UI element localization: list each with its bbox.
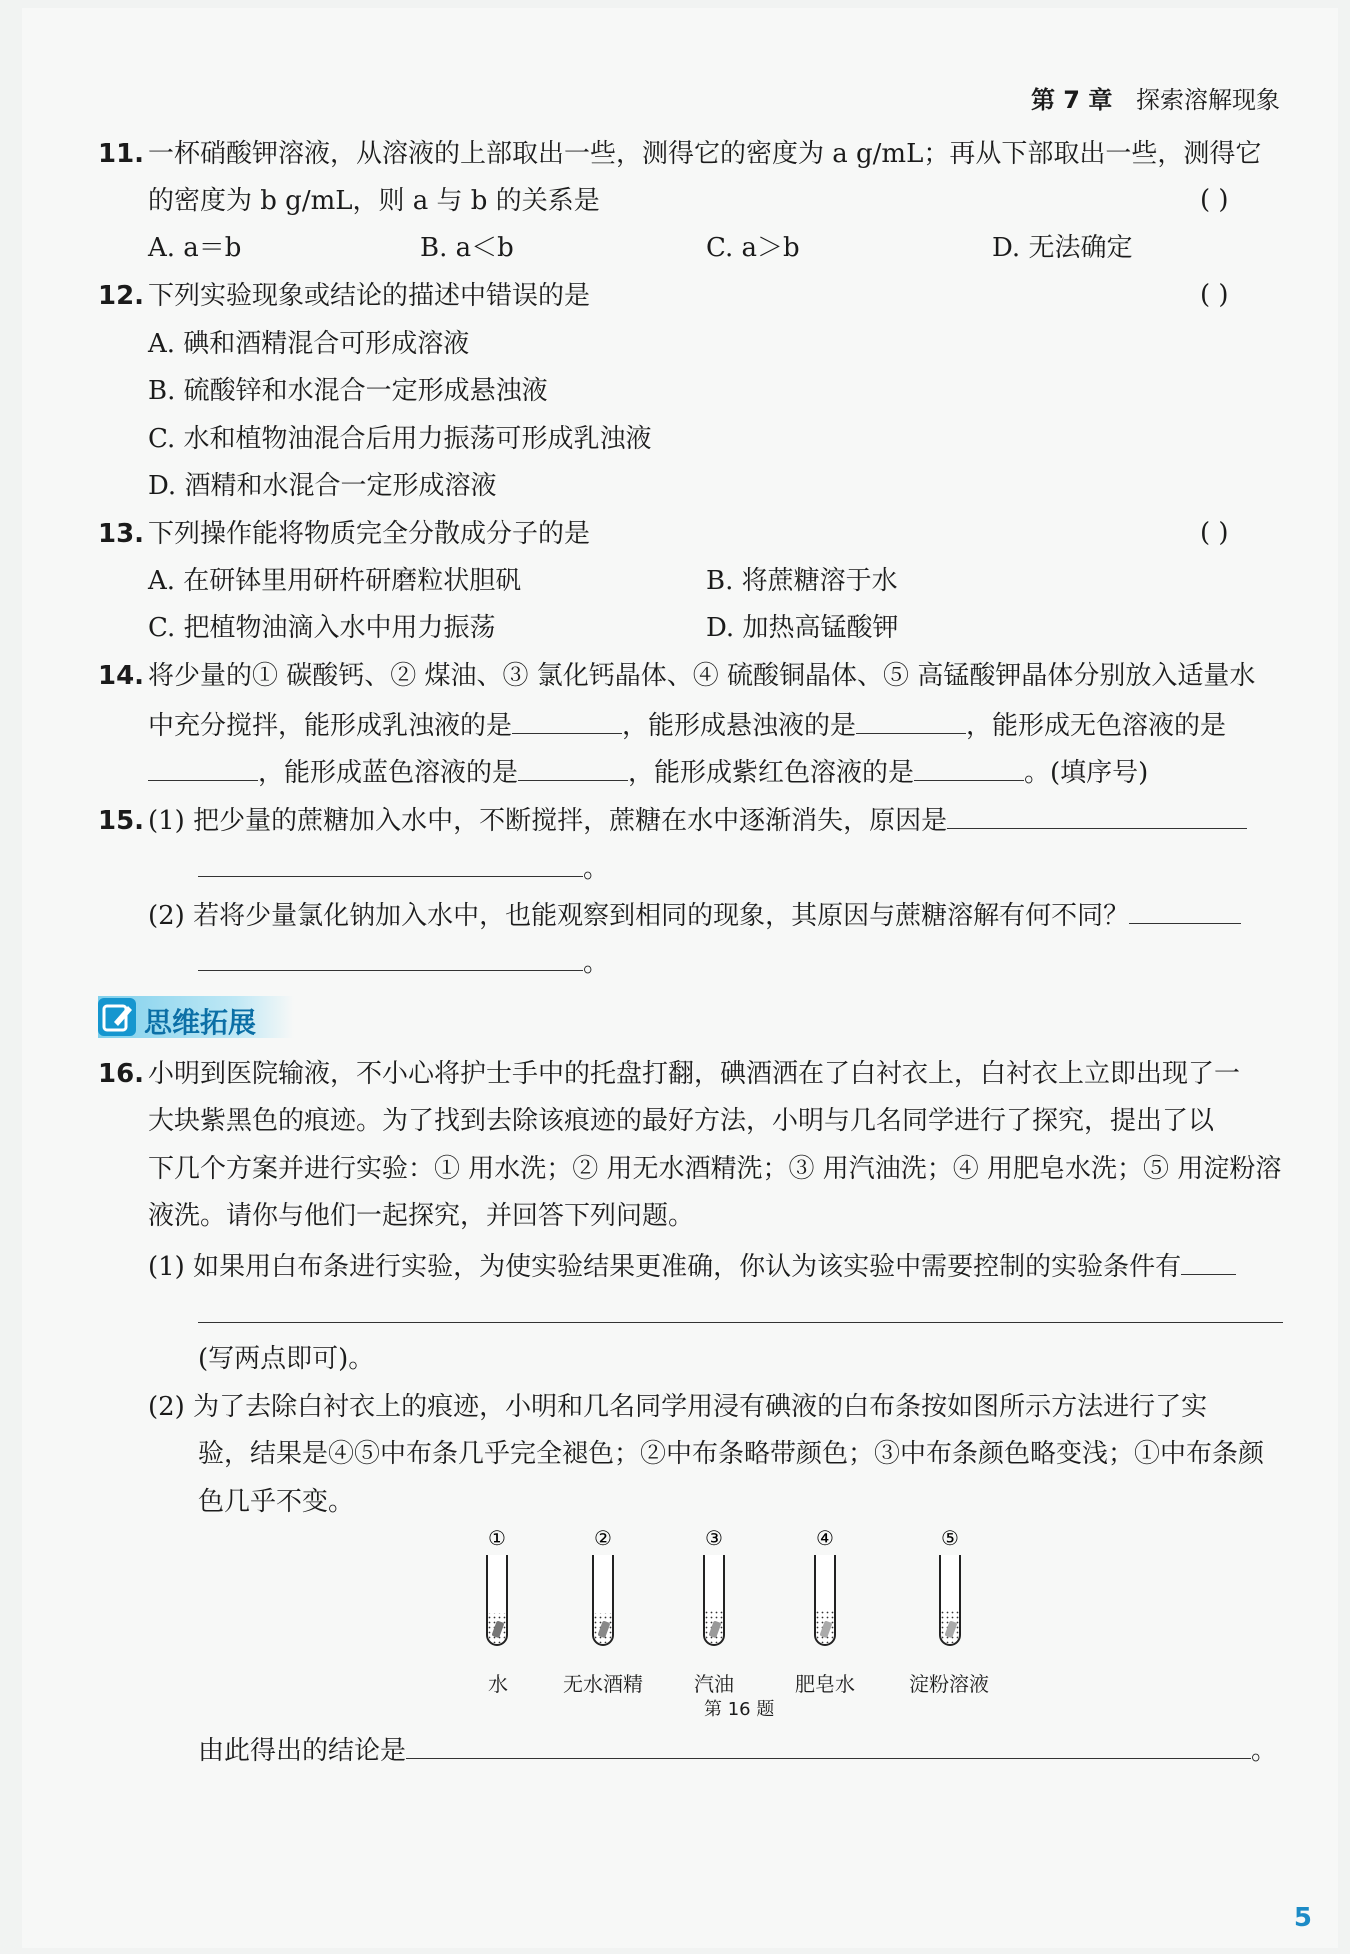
q13-answer-bracket: ( ) — [1200, 518, 1229, 548]
section-banner — [98, 996, 294, 1038]
q11-line1: 11. 一杯硝酸钾溶液，从溶液的上部取出一些，测得它的密度为 a g/mL；再从下部取出一些，测得它 — [98, 139, 1262, 169]
q12-option-b: B. 硫酸锌和水混合一定形成悬浊液 — [148, 376, 548, 406]
q15-blank-1a[interactable] — [947, 802, 1247, 829]
q16-part2-line1: (2) 为了去除白衬衣上的痕迹，小明和几名同学用浸有碘液的白布条按如图所示方法进行了实 — [148, 1392, 1208, 1422]
figure-caption: 第 16 题 — [704, 1699, 775, 1720]
q16-conclusion: 由此得出的结论是 。 — [198, 1732, 1277, 1767]
q14-blank-suspension[interactable] — [856, 707, 966, 734]
q11-line2: 的密度为 b g/mL，则 a 与 b 的关系是 — [148, 186, 600, 216]
test-tube-1 — [487, 1526, 507, 1645]
q13-option-d: D. 加热高锰酸钾 — [706, 613, 899, 643]
q15-blank-2a[interactable] — [1129, 897, 1241, 924]
q16-blank-1b[interactable] — [198, 1296, 1283, 1323]
q15-blank-1b[interactable] — [198, 850, 583, 877]
svg-text:④: ④ — [816, 1526, 834, 1550]
q16-blank-1a[interactable] — [1181, 1248, 1236, 1275]
q16-line3: 下几个方案并进行实验：① 用水洗；② 用无水酒精洗；③ 用汽油洗；④ 用肥皂水洗；⑤ 用淀粉溶 — [148, 1154, 1282, 1184]
q16-line1: 16. 小明到医院输液，不小心将护士手中的托盘打翻，碘酒洒在了白衬衣上，白衬衣上立即出现了一 — [98, 1059, 1241, 1089]
q14-blank-emulsion[interactable] — [512, 707, 622, 734]
chapter-number: 第 7 章 — [1030, 86, 1113, 114]
section-title: 思维拓展 — [144, 1006, 257, 1039]
q11-option-d: D. 无法确定 — [992, 233, 1133, 263]
q11-option-b: B. a＜b — [420, 233, 514, 263]
tube-label-soap-water: 肥皂水 — [795, 1672, 855, 1696]
svg-text:②: ② — [594, 1526, 612, 1550]
q11-option-a: A. a＝b — [148, 233, 242, 263]
q15-part2: (2) 若将少量氯化钠加入水中，也能观察到相同的现象，其原因与蔗糖溶解有何不同？ — [148, 897, 1241, 932]
q16-part2-line2: 验，结果是④⑤中布条几乎完全褪色；②中布条略带颜色；③中布条颜色略变浅；①中布条颜 — [198, 1439, 1265, 1469]
q12-answer-bracket: ( ) — [1200, 280, 1229, 310]
test-tubes-figure — [470, 1525, 1030, 1665]
q16-part1-note: (写两点即可)。 — [198, 1344, 375, 1374]
q14-line1: 14. 将少量的① 碳酸钙、② 煤油、③ 氯化钙晶体、④ 硫酸铜晶体、⑤ 高锰酸钾晶体分别放入适量水 — [98, 661, 1256, 691]
q16-line2: 大块紫黑色的痕迹。为了找到去除该痕迹的最好方法，小明与几名同学进行了探究，提出了以 — [148, 1106, 1215, 1136]
q14-line3: ，能形成蓝色溶液的是 ，能形成紫红色溶液的是 。(填序号) — [148, 754, 1148, 789]
q14-line2: 中充分搅拌，能形成乳浊液的是 ，能形成悬浊液的是 ，能形成无色溶液的是 — [148, 707, 1226, 742]
q13-option-c: C. 把植物油滴入水中用力振荡 — [148, 613, 496, 643]
q13-option-a: A. 在研钵里用研杵研磨粒状胆矾 — [148, 566, 522, 596]
q12-stem: 12. 下列实验现象或结论的描述中错误的是 — [98, 281, 591, 311]
q11-answer-bracket: ( ) — [1200, 185, 1229, 215]
test-tube-3 — [704, 1526, 724, 1645]
test-tube-2 — [593, 1526, 613, 1645]
svg-text:①: ① — [488, 1526, 506, 1550]
q11-option-c: C. a＞b — [706, 233, 800, 263]
page-number: 5 — [1293, 1903, 1312, 1933]
q14-blank-colorless[interactable] — [148, 754, 258, 781]
tube-label-gasoline: 汽油 — [694, 1672, 734, 1696]
test-tube-4 — [815, 1526, 835, 1645]
q16-blank-conclusion[interactable] — [406, 1732, 1251, 1759]
chapter-title: 探索溶解现象 — [1136, 86, 1280, 114]
q16-part1-cont — [198, 1296, 1283, 1331]
q12-option-d: D. 酒精和水混合一定形成溶液 — [148, 471, 497, 501]
svg-text:⑤: ⑤ — [941, 1526, 959, 1550]
q15-part1-cont: 。 — [198, 850, 609, 885]
q14-blank-blue[interactable] — [518, 754, 628, 781]
q12-option-a: A. 碘和酒精混合可形成溶液 — [148, 329, 470, 359]
q14-blank-purple[interactable] — [914, 754, 1024, 781]
q15-part1: 15. (1) 把少量的蔗糖加入水中，不断搅拌，蔗糖在水中逐渐消失，原因是 — [98, 802, 1247, 837]
q13-stem: 13. 下列操作能将物质完全分散成分子的是 — [98, 519, 591, 549]
q16-part1: (1) 如果用白布条进行实验，为使实验结果更准确，你认为该实验中需要控制的实验条件有 — [148, 1248, 1236, 1283]
tube-label-alcohol: 无水酒精 — [563, 1672, 643, 1696]
q15-part2-cont: 。 — [198, 944, 609, 979]
pencil-note-icon — [98, 998, 136, 1036]
q12-option-c: C. 水和植物油混合后用力振荡可形成乳浊液 — [148, 424, 652, 454]
svg-text:③: ③ — [705, 1526, 723, 1550]
q15-blank-2b[interactable] — [198, 944, 583, 971]
test-tube-5 — [940, 1526, 960, 1645]
tube-label-water: 水 — [488, 1672, 508, 1696]
q16-part2-line3: 色几乎不变。 — [198, 1487, 355, 1517]
q16-line4: 液洗。请你与他们一起探究，并回答下列问题。 — [148, 1201, 695, 1231]
tube-label-starch: 淀粉溶液 — [909, 1672, 989, 1696]
chapter-header — [1031, 80, 1280, 115]
q13-option-b: B. 将蔗糖溶于水 — [706, 566, 898, 596]
